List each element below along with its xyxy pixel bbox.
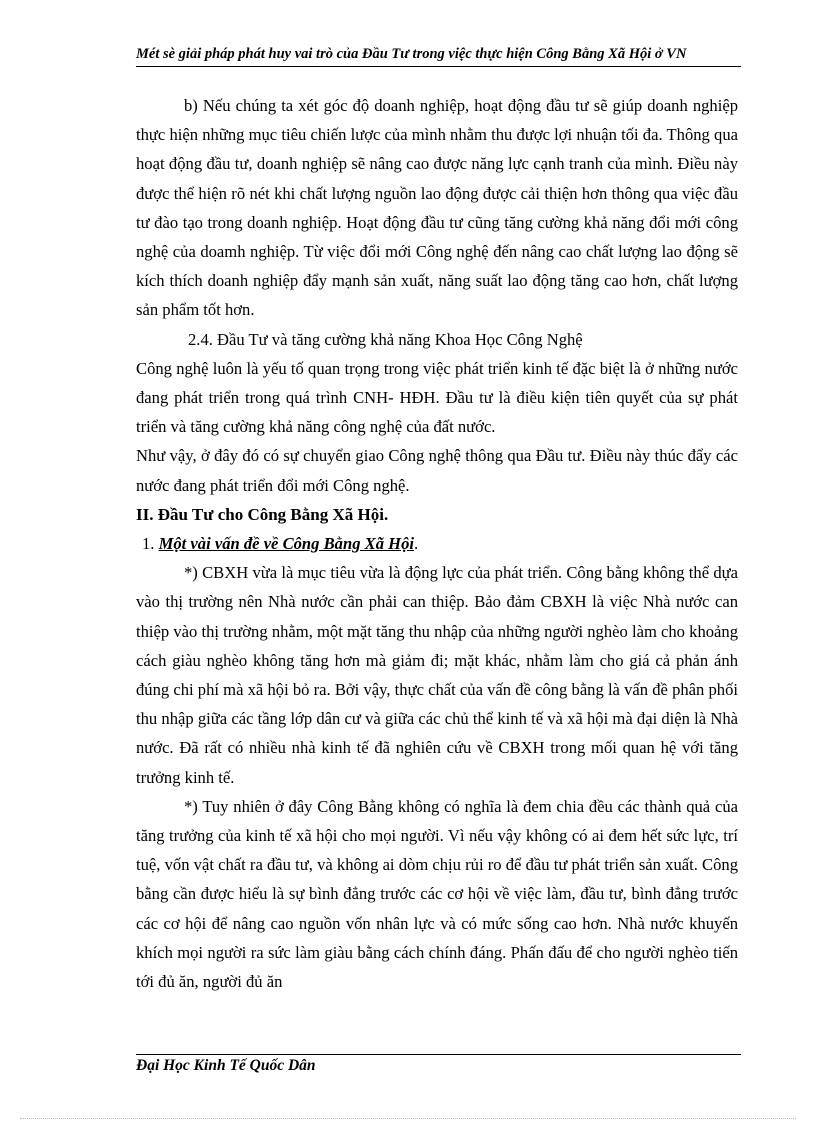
running-header: Mét sè giải pháp phát huy vai trò của Đầu Tư trong việc thực hiện Công Bằng Xã Hội ở VN [136, 46, 687, 62]
paragraph-technology: Công nghệ luôn là yếu tố quan trọng trong việc phát triển kinh tế đặc biệt là ở những nước đang phát triển trong quá trình CNH- HĐH. Đầu tư là điều kiện tiên quyết của sự phát triển và tăng cường khả năng công nghệ của đất nước. [136, 358, 738, 437]
footer-divider [136, 1054, 741, 1055]
paragraph-social-equity-2: *) Tuy nhiên ở đây Công Bằng không có nghĩa là đem chia đều các thành quả của tăng trưởng của kinh tế xã hội cho mọi người. Vì nếu vậy không có ai đem hết sức lực, trí tuệ, vốn vật chất ra đầu tư, và không ai dòm chịu rủi ro để đầu tư phát triển sản xuất. Công bằng cần được hiểu là sự bình đẳng trước các cơ hội về việc làm, đầu tư, bình đẳng trước các cơ hội để nâng cao nguồn vốn nhân lực và có mức sống cao hơn. Nhà nước khuyến khích mọi người ra sức làm giàu bằng cách chính đáng. Phấn đấu để cho người nghèo tiến tới đủ ăn, người đủ ăn [136, 796, 738, 992]
paragraph-social-equity-1: *) CBXH vừa là mục tiêu vừa là động lực của phát triển. Công bằng không thể dựa vào thị trường nên Nhà nước cần phải can thiệp. Bảo đảm CBXH là việc Nhà nước can thiệp vào thị trường nhằm, một mặt tăng thu nhập của những người nghèo làm cho khoảng cách giàu nghèo không tăng hơn mà giảm đi; mặt khác, nhằm làm cho giá cả phản ánh đúng chi phí mà xã hội bỏ ra. Bởi vậy, thực chất của vấn đề công bằng là vấn đề phân phối thu nhập giữa các tầng lớp dân cư và giữa các chủ thể kinh tế và xã hội mà đại diện là Nhà nước. Đã rất có nhiều nhà kinh tế đã nghiên cứu về CBXH trong mối quan hệ với tăng trưởng kinh tế. [136, 563, 738, 787]
item-title: Một vài vấn đề về Công Bằng Xã Hội [158, 534, 414, 554]
page-edge-line [20, 1118, 796, 1119]
paragraph-technology-transfer: Như vậy, ở đây đó có sự chuyển giao Công nghệ thông qua Đầu tư. Điều này thúc đẩy các nước đang phát triển đổi mới Công nghệ. [136, 446, 738, 495]
document-body [136, 91, 738, 996]
item-number: 1. [142, 534, 155, 554]
header-divider [136, 66, 741, 67]
item-dot: . [413, 534, 419, 554]
subheading-technology: 2.4. Đầu Tư và tăng cường khả năng Khoa Học Công Nghệ [188, 329, 583, 349]
running-footer: Đại Học Kinh Tế Quốc Dân [136, 1057, 316, 1074]
section-heading: II. Đầu Tư cho Công Bằng Xã Hội. [136, 504, 389, 524]
numbered-heading [136, 529, 738, 558]
paragraph-enterprise-investment: b) Nếu chúng ta xét góc độ doanh nghiệp, hoạt động đầu tư sẽ giúp doanh nghiệp thực hiện những mục tiêu chiến lược của mình nhằm thu được lợi nhuận tối đa. Thông qua hoạt động đầu tư, doanh nghiệp sẽ nâng cao được năng lực cạnh tranh của mình. Điều này được thể hiện rõ nét khi chất lượng nguồn lao động được cải thiện hơn thông qua việc đầu tư đào tạo trong doanh nghiệp. Hoạt động đầu tư cũng tăng cường khả năng đổi mới công nghệ của doamh nghiệp. Từ việc đổi mới Công nghệ đến nâng cao chất lượng lao động sẽ kích thích doanh nghiệp đẩy mạnh sản xuất, năng suất lao động tăng cao hơn, chất lượng sản phẩm tốt hơn. [136, 96, 738, 320]
